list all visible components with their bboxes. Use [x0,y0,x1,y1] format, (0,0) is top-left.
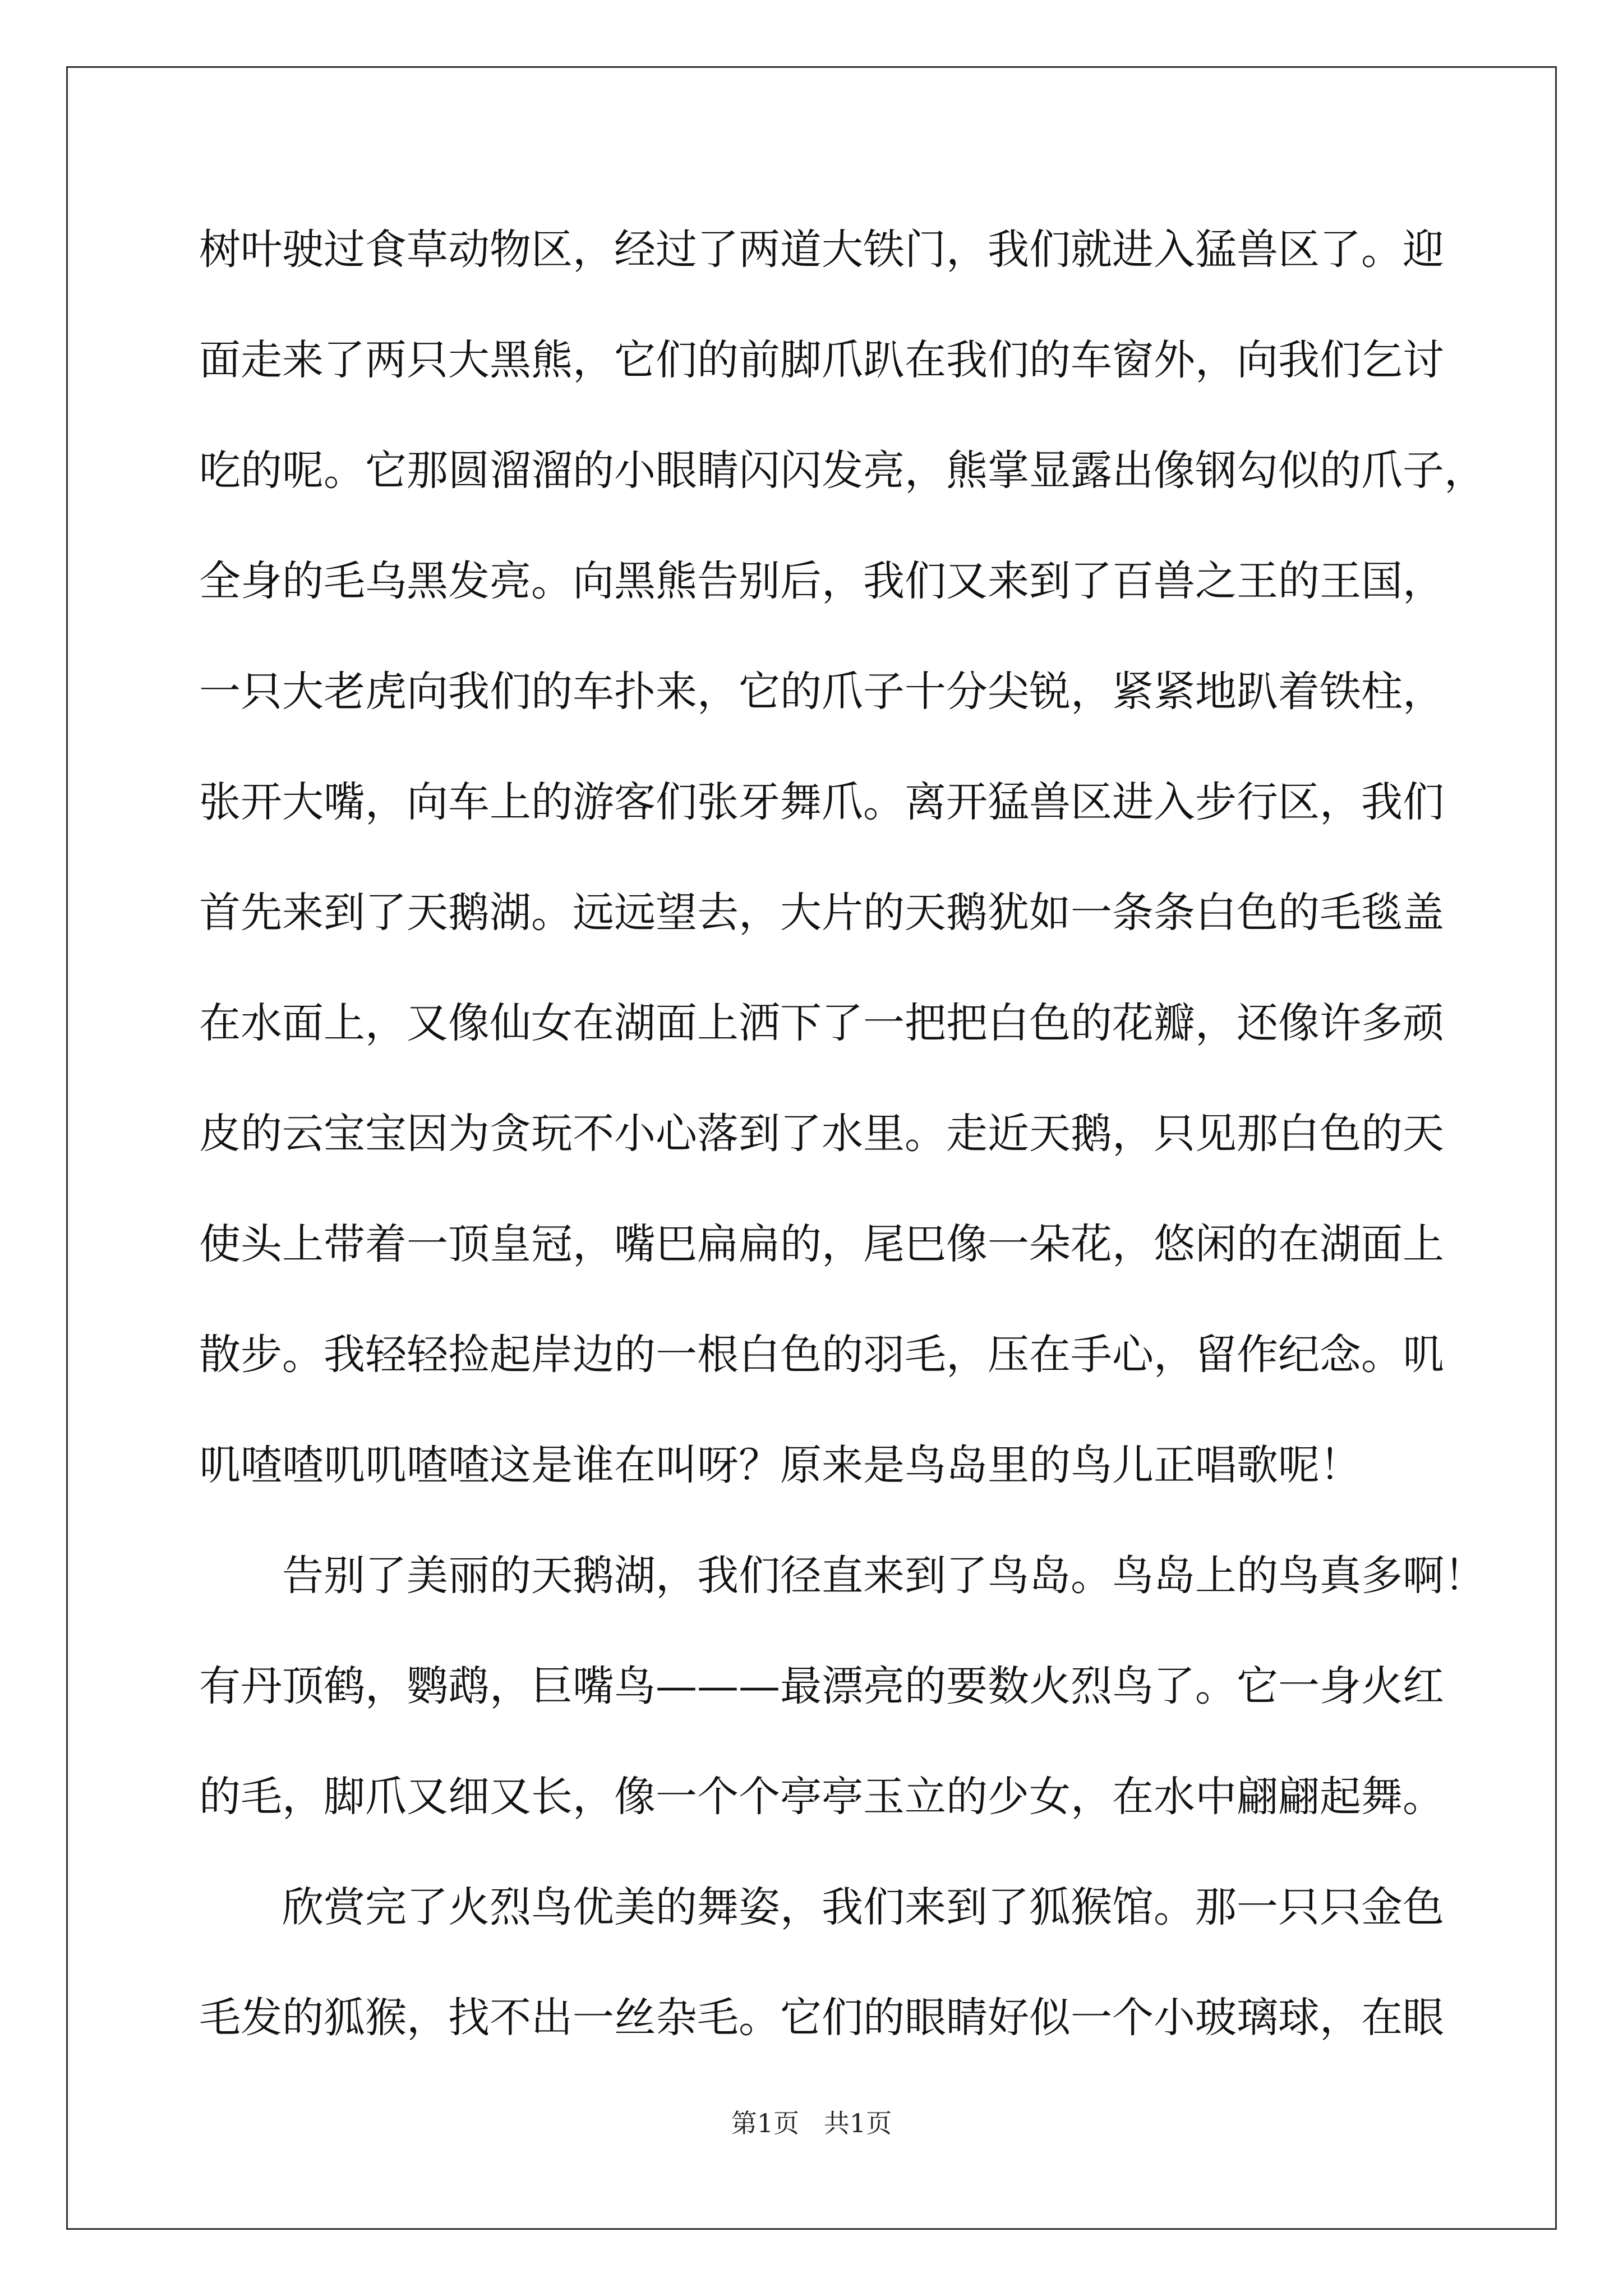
page-footer: 第1页 共1页 [731,2108,892,2138]
text-line: 树叶驶过食草动物区，经过了两道大铁门，我们就进入猛兽区了。迎 [199,226,1444,274]
text-line: 面走来了两只大黑熊，它们的前脚爪趴在我们的车窗外，向我们乞讨 [199,336,1444,384]
text-line: 张开大嘴，向车上的游客们张牙舞爪。离开猛兽区进入步行区，我们 [199,778,1444,826]
text-line: 毛发的狐猴，找不出一丝杂毛。它们的眼睛好似一个小玻璃球，在眼 [199,1994,1444,2042]
text-line: 使头上带着一顶皇冠，嘴巴扁扁的，尾巴像一朵花，悠闲的在湖面上 [199,1220,1444,1268]
text-line: 皮的云宝宝因为贪玩不小心落到了水里。走近天鹅，只见那白色的天 [199,1110,1444,1158]
text-line: 告别了美丽的天鹅湖，我们径直来到了鸟岛。鸟岛上的鸟真多啊！ [282,1552,1486,1600]
text-line: 全身的毛乌黑发亮。向黑熊告别后，我们又来到了百兽之王的王国， [199,557,1444,605]
text-line: 叽喳喳叽叽喳喳这是谁在叫呀？原来是鸟岛里的鸟儿正唱歌呢！ [199,1441,1361,1489]
text-line: 散步。我轻轻捡起岸边的一根白色的羽毛，压在手心，留作纪念。叽 [199,1331,1444,1379]
text-line: 吃的呢。它那圆溜溜的小眼睛闪闪发亮，熊掌显露出像钢勾似的爪子， [199,447,1486,495]
document-body [199,216,1486,2095]
text-line: 的毛，脚爪又细又长，像一个个亭亭玉立的少女，在水中翩翩起舞。 [199,1773,1444,1821]
text-line: 首先来到了天鹅湖。远远望去，大片的天鹅犹如一条条白色的毛毯盖 [199,889,1444,937]
text-line: 在水面上，又像仙女在湖面上洒下了一把把白色的花瓣，还像许多顽 [199,999,1444,1047]
text-line: 有丹顶鹤，鹦鹉，巨嘴鸟———最漂亮的要数火烈鸟了。它一身火红 [199,1662,1444,1710]
text-line: 一只大老虎向我们的车扑来，它的爪子十分尖锐，紧紧地趴着铁柱， [199,668,1444,716]
text-line: 欣赏完了火烈鸟优美的舞姿，我们来到了狐猴馆。那一只只金色 [282,1883,1444,1931]
